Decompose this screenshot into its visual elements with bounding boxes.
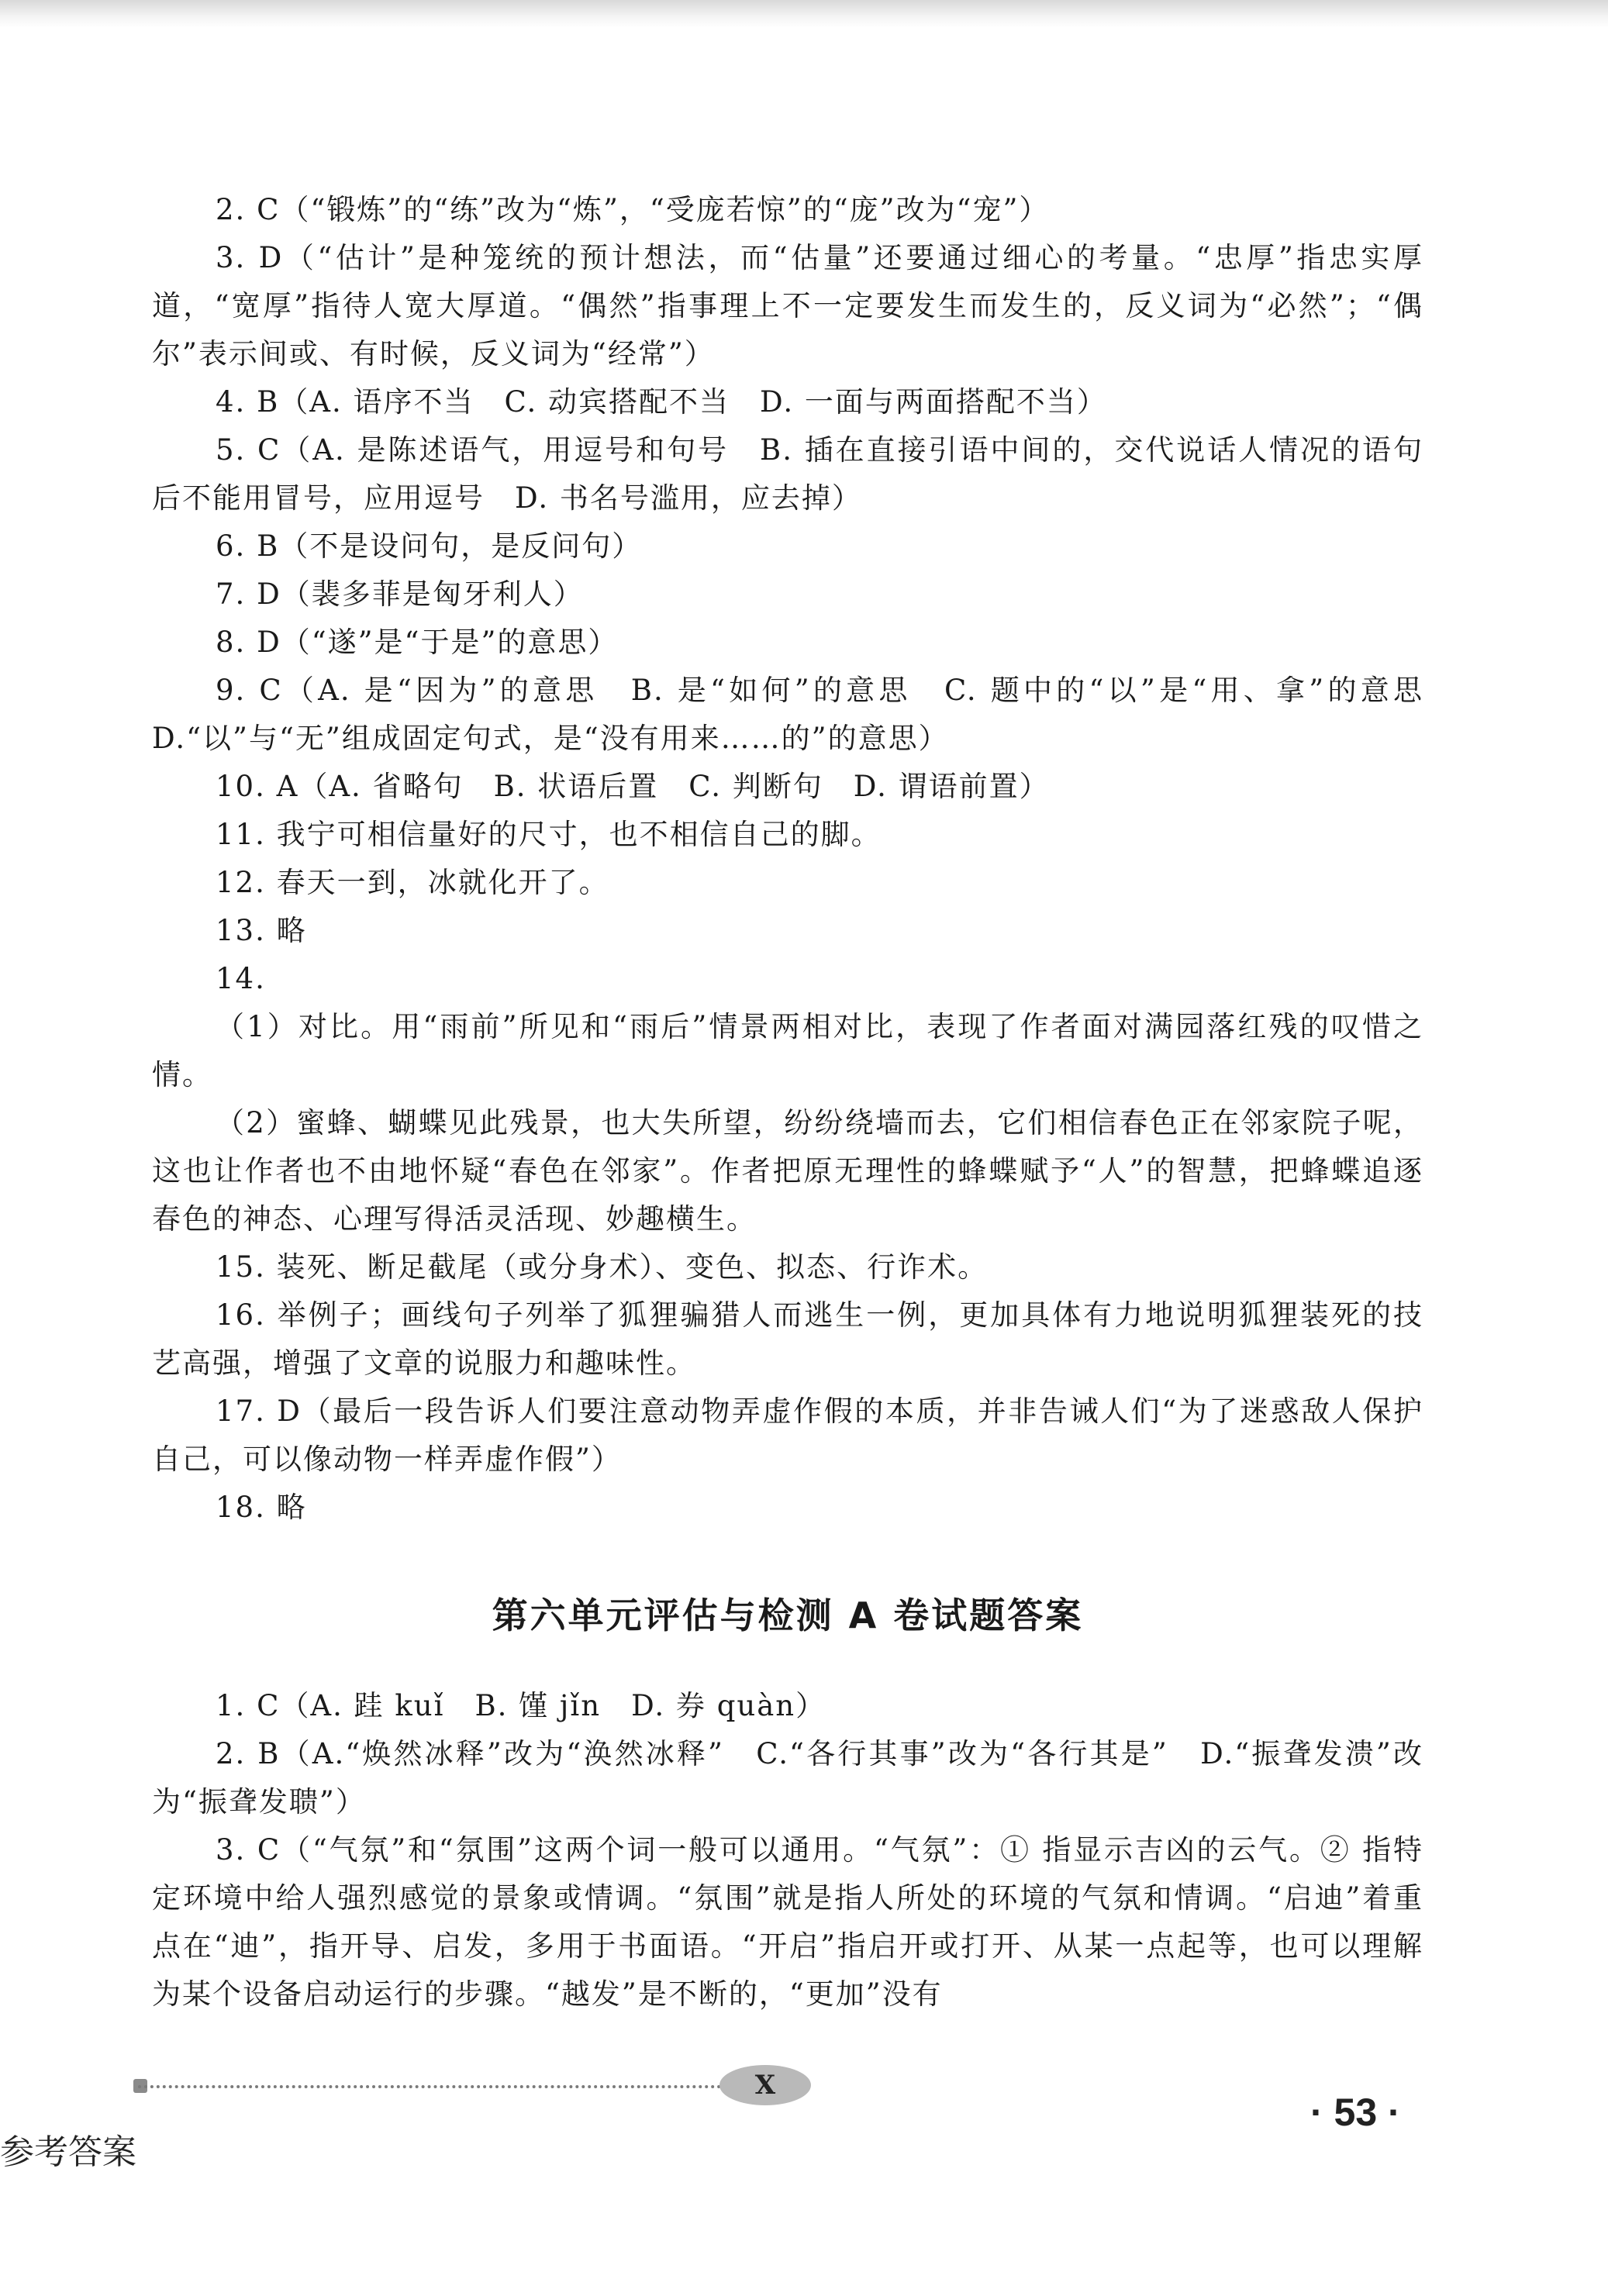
section-title: 第六单元评估与检测 A 卷试题答案 [492, 1594, 1084, 1636]
answer-item: 6. B（不是设问句，是反问句） [216, 529, 643, 563]
answer-item: 16. 举例子；画线句子列举了狐狸骗猎人而逃生一例，更加具体有力地说明狐狸装死的技艺高强，增强了文章的说服力和趣味性。 [152, 1298, 1423, 1380]
answer-item: 18. 略 [216, 1491, 307, 1524]
answer-item: 4. B（A. 语序不当 C. 动宾搭配不当 D. 一面与两面搭配不当） [216, 385, 1107, 419]
answer-item: 2. C（“锻炼”的“练”改为“炼”，“受庞若惊”的“庞”改为“宠”） [216, 193, 1050, 226]
answer-item: 15. 装死、断足截尾（或分身术）、变色、拟态、行诈术。 [216, 1250, 989, 1284]
answer-item: （1）对比。用“雨前”所见和“雨后”情景两相对比，表现了作者面对满园落红残的叹惜之情。 [152, 1010, 1423, 1091]
footer-section-label: 参考答案 [0, 2132, 136, 2172]
answer-item: 2. B（A.“焕然冰释”改为“涣然冰释” C.“各行其事”改为“各行其是” D.“振聋发溃”改为“振聋发聩”） [152, 1737, 1423, 1819]
page-number: · 53 · [1310, 2091, 1401, 2134]
answer-item: 3. D（“估计”是种笼统的预计想法，而“估量”还要通过细心的考量。“忠厚”指忠实厚道，“宽厚”指待人宽大厚道。“偶然”指事理上不一定要发生而发生的，反义词为“必然”；“偶尔”表示间或、有时候，反义词为“经常”） [152, 241, 1423, 371]
answer-content [152, 186, 1454, 2018]
answer-item: 3. C（“气氛”和“氛围”这两个词一般可以通用。“气氛”：① 指显示吉凶的云气。② 指特定环境中给人强烈感觉的景象或情调。“氛围”就是指人所处的环境的气氛和情调。“启迪”着重点在“迪”，指开导、启发，多用于书面语。“开启”指启开或打开、从某一点起等，也可以理解为某个设备启动运行的步骤。“越发”是不断的，“更加”没有 [152, 1833, 1423, 2011]
page-top-edge [0, 0, 1608, 28]
answer-item: （2）蜜蜂、蝴蝶见此残景，也大失所望，纷纷绕墙而去，它们相信春色正在邻家院子呢，这也让作者也不由地怀疑“春色在邻家”。作者把原无理性的蜂蝶赋予“人”的智慧，把蜂蝶追逐春色的神态、心理写得活灵活现、妙趣横生。 [152, 1106, 1423, 1236]
answer-item: 12. 春天一到，冰就化开了。 [216, 866, 609, 899]
answer-item: 10. A（A. 省略句 B. 状语后置 C. 判断句 D. 谓语前置） [216, 770, 1050, 803]
answer-item: 8. D（“遂”是“于是”的意思） [216, 626, 619, 659]
answer-item: 5. C（A. 是陈述语气，用逗号和句号 B. 插在直接引语中间的，交代说话人情况的语句后不能用冒号，应用逗号 D. 书名号滥用，应去掉） [152, 433, 1423, 515]
answer-item: 14. [216, 962, 266, 995]
footer-rule [138, 2085, 727, 2093]
footer-badge: X [719, 2065, 811, 2105]
answer-item: 9. C（A. 是“因为”的意思 B. 是“如何”的意思 C. 题中的“以”是“用、拿”的意思 D.“以”与“无”组成固定句式，是“没有用来……的”的意思） [152, 674, 1454, 755]
answer-item: 11. 我宁可相信量好的尺寸，也不相信自己的脚。 [216, 818, 882, 851]
answer-item: 13. 略 [216, 914, 307, 947]
answer-item: 1. C（A. 跬 kuǐ B. 馑 jǐn D. 券 quàn） [216, 1689, 826, 1722]
answer-item: 17. D（最后一段告诉人们要注意动物弄虚作假的本质，并非告诫人们“为了迷惑敌人保护自己，可以像动物一样弄虚作假”） [152, 1394, 1423, 1476]
answer-item: 7. D（裴多菲是匈牙利人） [216, 577, 584, 611]
